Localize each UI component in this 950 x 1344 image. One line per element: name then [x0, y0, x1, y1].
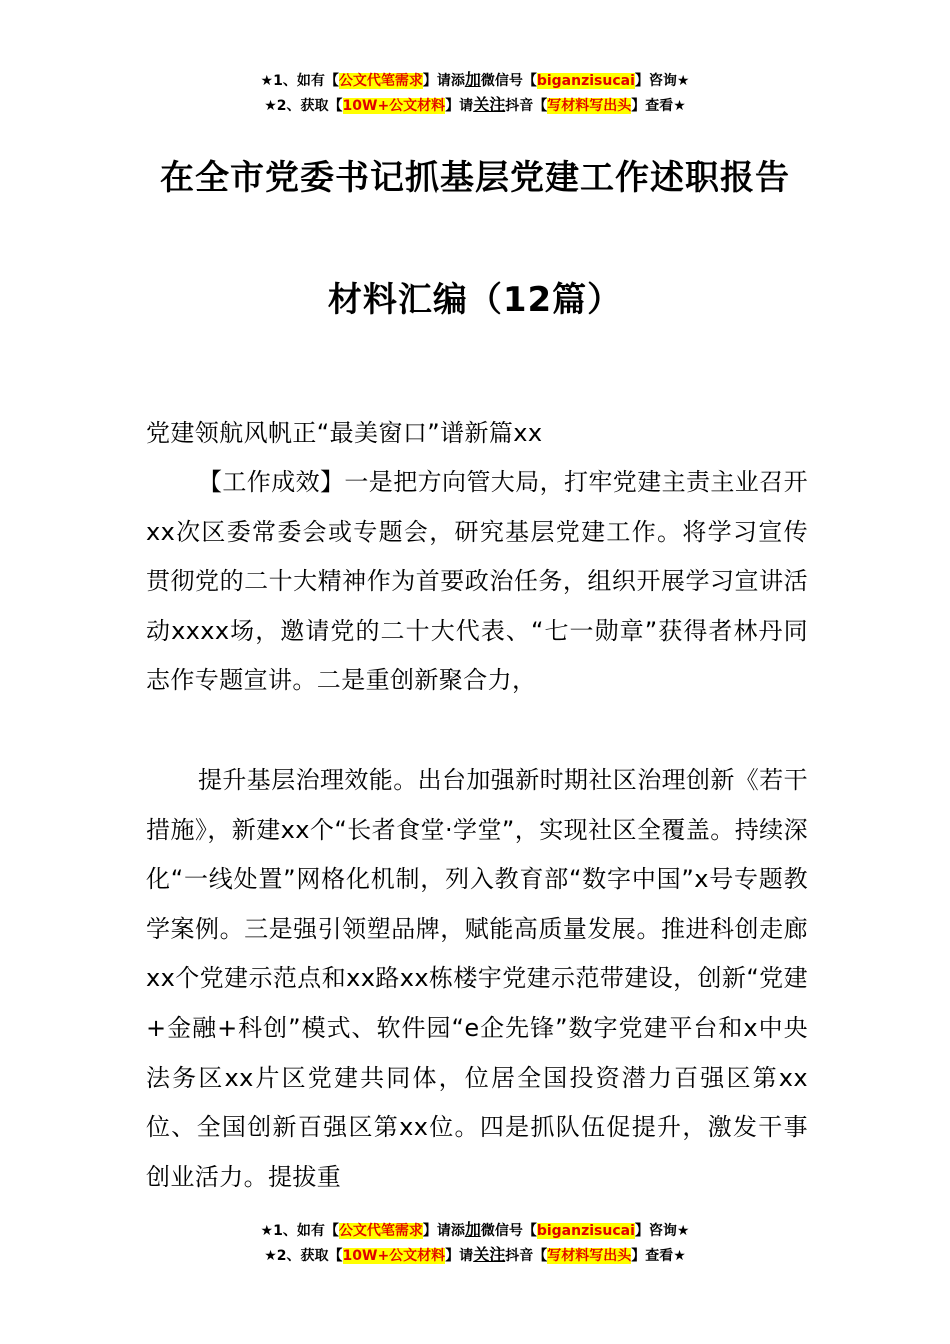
banner-emphasis: 关注 [473, 95, 506, 114]
banner-line-1 [0, 1218, 950, 1243]
banner-text: 微信号【 [480, 73, 537, 89]
banner-highlight: 10W+公文材料 [342, 1248, 446, 1264]
banner-highlight: 写材料写出头 [547, 1248, 632, 1264]
paragraph-2: 提升基层治理效能。出台加强新时期社区治理创新《若干措施》，新建xx个“长者食堂·学堂”，实现社区全覆盖。持续深化“一线处置”网格化机制，列入教育部“数字中国”x号专题教学案例。三是强引领塑品牌，赋能高质量发展。推进科创走廊xx个党建示范点和xx路xx栋楼宇党建示范带建设，创新“党建+金融+科创”模式、软件园“e企先锋”数字党建平台和x中央法务区xx片区党建共同体，位居全国投资潜力百强区第xx位、全国创新百强区第xx位。四是抓队伍促提升，激发干事创业活力。提拔重 [146, 766, 808, 1191]
banner-text: ★2、获取【 [264, 98, 343, 114]
banner-text: 】咨询★ [634, 73, 690, 89]
banner-text: 抖音【 [505, 1248, 548, 1264]
banner-highlight: 写材料写出头 [547, 98, 632, 114]
banner-text: 抖音【 [505, 98, 548, 114]
banner-text: 】请 [445, 98, 474, 114]
banner-emphasis: 关注 [473, 1245, 506, 1264]
document-title-line-1: 在全市党委书记抓基层党建工作述职报告 [160, 158, 790, 198]
banner-text: 】咨询★ [634, 1223, 690, 1239]
banner-text: 】查看★ [631, 1248, 686, 1264]
top-banner [0, 68, 950, 118]
banner-text: ★1、如有【 [260, 1223, 339, 1239]
banner-line-1 [0, 68, 950, 93]
banner-highlight: biganzisucai [536, 73, 635, 89]
banner-text: 微信号【 [480, 1223, 537, 1239]
banner-text: 】查看★ [631, 98, 686, 114]
banner-text: 】请添 [422, 1223, 465, 1239]
subheading: 党建领航风帆正“最美窗口”谱新篇xx [146, 419, 543, 447]
banner-highlight: 公文代笔需求 [338, 1223, 423, 1239]
paragraph-1: 【工作成效】一是把方向管大局，打牢党建主责主业召开xx次区委常委会或专题会，研究基层党建工作。将学习宣传贯彻党的二十大精神作为首要政治任务，组织开展学习宣讲活动xxxx场，邀请党的二十大代表、“七一勋章”获得者林丹同志作专题宣讲。二是重创新聚合力， [146, 468, 808, 695]
banner-highlight: 公文代笔需求 [338, 73, 423, 89]
banner-emphasis: 加 [464, 1220, 481, 1239]
banner-line-2 [0, 1243, 950, 1268]
banner-text: 】请 [445, 1248, 474, 1264]
bottom-banner [0, 1218, 950, 1268]
banner-highlight: biganzisucai [536, 1223, 635, 1239]
banner-text: 】请添 [422, 73, 465, 89]
banner-text: ★1、如有【 [260, 73, 339, 89]
banner-emphasis: 加 [464, 70, 481, 89]
document-title-line-2: 材料汇编（12篇） [327, 280, 623, 320]
banner-line-2 [0, 93, 950, 118]
banner-highlight: 10W+公文材料 [342, 98, 446, 114]
banner-text: ★2、获取【 [264, 1248, 343, 1264]
